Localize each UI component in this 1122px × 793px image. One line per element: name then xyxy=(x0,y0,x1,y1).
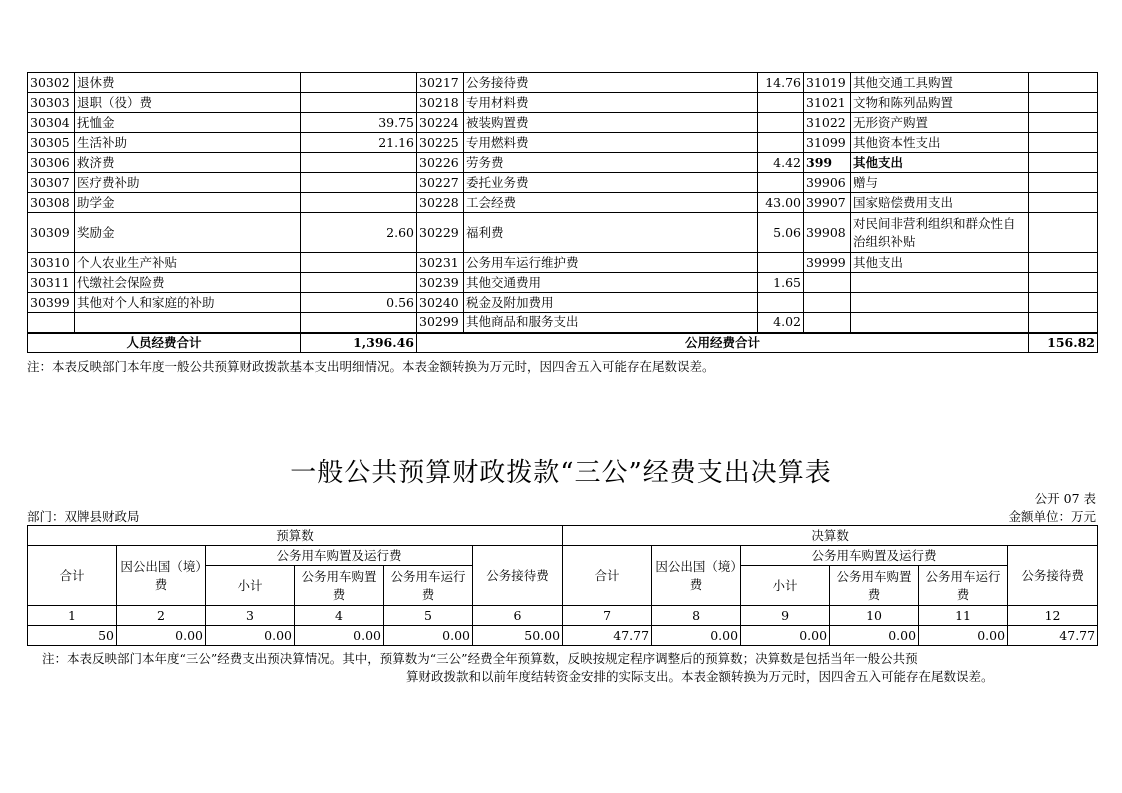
value-cell: 47.77 xyxy=(563,626,652,646)
public-item-cell: 其他交通费用 xyxy=(464,273,758,293)
capital-code-cell xyxy=(804,313,851,333)
capital-amount-cell xyxy=(1029,213,1098,253)
personnel-item-cell: 其他对个人和家庭的补助 xyxy=(75,293,301,313)
personnel-total-label: 人员经费合计 xyxy=(28,333,301,353)
value-cell: 0.00 xyxy=(830,626,919,646)
public-code-cell: 30224 xyxy=(417,113,464,133)
personnel-item-cell: 退职（役）费 xyxy=(75,93,301,113)
personnel-item-cell: 个人农业生产补贴 xyxy=(75,253,301,273)
capital-item-cell: 其他资本性支出 xyxy=(851,133,1029,153)
final-total-header: 合计 xyxy=(563,546,652,606)
public-amount-cell: 4.02 xyxy=(758,313,804,333)
public-total-value: 156.82 xyxy=(1029,333,1098,353)
personnel-amount-cell: 39.75 xyxy=(301,113,417,133)
personnel-total-value: 1,396.46 xyxy=(301,333,417,353)
personnel-code-cell: 30309 xyxy=(28,213,75,253)
personnel-code-cell: 30304 xyxy=(28,113,75,133)
value-row xyxy=(28,626,1098,646)
public-amount-cell xyxy=(758,173,804,193)
public-item-cell: 专用燃料费 xyxy=(464,133,758,153)
capital-code-cell xyxy=(804,293,851,313)
final-purchase-header: 公务用车购置费 xyxy=(830,566,919,606)
final-group-header: 决算数 xyxy=(563,526,1098,546)
column-number-cell: 9 xyxy=(741,606,830,626)
capital-amount-cell xyxy=(1029,253,1098,273)
personnel-code-cell: 30302 xyxy=(28,73,75,93)
public-code-cell: 30229 xyxy=(417,213,464,253)
personnel-item-cell: 生活补助 xyxy=(75,133,301,153)
table-row xyxy=(28,273,1098,293)
value-cell: 50.00 xyxy=(473,626,563,646)
column-number-cell: 5 xyxy=(384,606,473,626)
final-abroad-header: 因公出国（境）费 xyxy=(652,546,741,606)
table2-note-line2: 算财政拨款和以前年度结转资金安排的实际支出。本表金额转换为万元时，因四舍五入可能存在尾数误差。 xyxy=(406,669,994,684)
budget-vehicle-header: 公务用车购置及运行费 xyxy=(206,546,473,566)
public-amount-cell xyxy=(758,133,804,153)
public-code-cell: 30225 xyxy=(417,133,464,153)
budget-subtotal-header: 小计 xyxy=(206,566,295,606)
personnel-code-cell: 30311 xyxy=(28,273,75,293)
personnel-amount-cell: 21.16 xyxy=(301,133,417,153)
capital-code-cell: 39906 xyxy=(804,173,851,193)
public-amount-cell: 43.00 xyxy=(758,193,804,213)
capital-item-cell: 对民间非营利组织和群众性自治组织补贴 xyxy=(851,213,1029,253)
final-operation-header: 公务用车运行费 xyxy=(919,566,1008,606)
personnel-item-cell: 退休费 xyxy=(75,73,301,93)
capital-item-cell: 赠与 xyxy=(851,173,1029,193)
table1-note: 注：本表反映部门本年度一般公共预算财政拨款基本支出明细情况。本表金额转换为万元时，因四舍五入可能存在尾数误差。 xyxy=(27,359,715,374)
public-amount-cell: 4.42 xyxy=(758,153,804,173)
public-code-cell: 30217 xyxy=(417,73,464,93)
public-item-cell: 福利费 xyxy=(464,213,758,253)
unit-label: 金额单位：万元 xyxy=(1008,509,1096,524)
capital-amount-cell xyxy=(1029,173,1098,193)
value-cell: 0.00 xyxy=(206,626,295,646)
public-code-cell: 30228 xyxy=(417,193,464,213)
table-row xyxy=(28,133,1098,153)
capital-item-cell: 其他支出 xyxy=(851,253,1029,273)
public-code-cell: 30240 xyxy=(417,293,464,313)
column-number-cell: 1 xyxy=(28,606,117,626)
public-code-cell: 30218 xyxy=(417,93,464,113)
department-label: 部门：双牌县财政局 xyxy=(27,509,140,524)
table2-note-line1: 注：本表反映部门本年度“三公”经费支出预决算情况。其中，预算数为“三公”经费全年预算数，反映按规定程序调整后的预算数；决算数是包括当年一般公共预 xyxy=(42,651,918,666)
table-row xyxy=(28,253,1098,273)
personnel-item-cell: 救济费 xyxy=(75,153,301,173)
personnel-item-cell: 助学金 xyxy=(75,193,301,213)
budget-purchase-header: 公务用车购置费 xyxy=(295,566,384,606)
capital-amount-cell xyxy=(1029,313,1098,333)
table-row xyxy=(28,93,1098,113)
column-number-cell: 4 xyxy=(295,606,384,626)
capital-code-cell: 39908 xyxy=(804,213,851,253)
capital-item-cell xyxy=(851,293,1029,313)
personnel-amount-cell xyxy=(301,313,417,333)
public-amount-cell xyxy=(758,93,804,113)
public-amount-cell: 1.65 xyxy=(758,273,804,293)
value-cell: 47.77 xyxy=(1008,626,1098,646)
table-row xyxy=(28,73,1098,93)
personnel-amount-cell xyxy=(301,273,417,293)
final-vehicle-header: 公务用车购置及运行费 xyxy=(741,546,1008,566)
column-number-cell: 3 xyxy=(206,606,295,626)
capital-amount-cell xyxy=(1029,113,1098,133)
public-code-cell: 30231 xyxy=(417,253,464,273)
personnel-amount-cell xyxy=(301,193,417,213)
capital-code-cell: 31019 xyxy=(804,73,851,93)
table-row xyxy=(28,293,1098,313)
capital-item-cell: 国家赔偿费用支出 xyxy=(851,193,1029,213)
value-cell: 50 xyxy=(28,626,117,646)
personnel-amount-cell: 2.60 xyxy=(301,213,417,253)
personnel-item-cell xyxy=(75,313,301,333)
column-number-cell: 2 xyxy=(117,606,206,626)
capital-code-cell: 39907 xyxy=(804,193,851,213)
capital-amount-cell xyxy=(1029,193,1098,213)
public-item-cell: 专用材料费 xyxy=(464,93,758,113)
personnel-item-cell: 医疗费补助 xyxy=(75,173,301,193)
budget-reception-header: 公务接待费 xyxy=(473,546,563,606)
page-title: 一般公共预算财政拨款“三公”经费支出决算表 xyxy=(290,458,832,488)
personnel-code-cell: 30308 xyxy=(28,193,75,213)
basic-expenditure-detail-table xyxy=(27,72,1098,353)
budget-group-header: 预算数 xyxy=(28,526,563,546)
value-cell: 0.00 xyxy=(741,626,830,646)
public-item-cell: 委托业务费 xyxy=(464,173,758,193)
capital-item-cell: 其他支出 xyxy=(851,153,1029,173)
public-amount-cell xyxy=(758,253,804,273)
column-number-cell: 10 xyxy=(830,606,919,626)
capital-code-cell: 399 xyxy=(804,153,851,173)
totals-row xyxy=(28,333,1098,353)
table-row xyxy=(28,173,1098,193)
column-number-cell: 12 xyxy=(1008,606,1098,626)
personnel-amount-cell xyxy=(301,93,417,113)
personnel-amount-cell: 0.56 xyxy=(301,293,417,313)
capital-item-cell: 其他交通工具购置 xyxy=(851,73,1029,93)
personnel-item-cell: 抚恤金 xyxy=(75,113,301,133)
budget-operation-header: 公务用车运行费 xyxy=(384,566,473,606)
personnel-code-cell: 30305 xyxy=(28,133,75,153)
capital-amount-cell xyxy=(1029,273,1098,293)
value-cell: 0.00 xyxy=(652,626,741,646)
personnel-amount-cell xyxy=(301,73,417,93)
capital-item-cell xyxy=(851,273,1029,293)
column-number-cell: 7 xyxy=(563,606,652,626)
final-subtotal-header: 小计 xyxy=(741,566,830,606)
personnel-item-cell: 代缴社会保险费 xyxy=(75,273,301,293)
final-reception-header: 公务接待费 xyxy=(1008,546,1098,606)
table-number: 公开 07 表 xyxy=(1034,491,1096,506)
table-row xyxy=(28,313,1098,333)
capital-code-cell xyxy=(804,273,851,293)
public-code-cell: 30299 xyxy=(417,313,464,333)
personnel-code-cell: 30310 xyxy=(28,253,75,273)
public-item-cell: 工会经费 xyxy=(464,193,758,213)
personnel-amount-cell xyxy=(301,153,417,173)
public-item-cell: 被装购置费 xyxy=(464,113,758,133)
column-number-cell: 11 xyxy=(919,606,1008,626)
value-cell: 0.00 xyxy=(919,626,1008,646)
public-item-cell: 税金及附加费用 xyxy=(464,293,758,313)
table-row xyxy=(28,113,1098,133)
column-number-cell: 8 xyxy=(652,606,741,626)
capital-amount-cell xyxy=(1029,153,1098,173)
capital-amount-cell xyxy=(1029,93,1098,113)
budget-abroad-header: 因公出国（境）费 xyxy=(117,546,206,606)
public-total-label: 公用经费合计 xyxy=(417,333,1029,353)
public-item-cell: 公务接待费 xyxy=(464,73,758,93)
public-item-cell: 劳务费 xyxy=(464,153,758,173)
capital-item-cell: 无形资产购置 xyxy=(851,113,1029,133)
budget-total-header: 合计 xyxy=(28,546,117,606)
column-number-row xyxy=(28,606,1098,626)
public-amount-cell xyxy=(758,293,804,313)
public-code-cell: 30226 xyxy=(417,153,464,173)
personnel-code-cell xyxy=(28,313,75,333)
value-cell: 0.00 xyxy=(295,626,384,646)
public-amount-cell: 5.06 xyxy=(758,213,804,253)
capital-code-cell: 31021 xyxy=(804,93,851,113)
personnel-amount-cell xyxy=(301,253,417,273)
capital-amount-cell xyxy=(1029,73,1098,93)
personnel-item-cell: 奖励金 xyxy=(75,213,301,253)
capital-code-cell: 31022 xyxy=(804,113,851,133)
capital-item-cell xyxy=(851,313,1029,333)
value-cell: 0.00 xyxy=(117,626,206,646)
capital-item-cell: 文物和陈列品购置 xyxy=(851,93,1029,113)
public-amount-cell xyxy=(758,113,804,133)
capital-amount-cell xyxy=(1029,293,1098,313)
personnel-code-cell: 30307 xyxy=(28,173,75,193)
public-item-cell: 其他商品和服务支出 xyxy=(464,313,758,333)
table-row xyxy=(28,213,1098,253)
public-item-cell: 公务用车运行维护费 xyxy=(464,253,758,273)
public-code-cell: 30239 xyxy=(417,273,464,293)
capital-code-cell: 39999 xyxy=(804,253,851,273)
public-code-cell: 30227 xyxy=(417,173,464,193)
three-public-expenses-table xyxy=(27,525,1098,646)
personnel-code-cell: 30399 xyxy=(28,293,75,313)
personnel-code-cell: 30303 xyxy=(28,93,75,113)
value-cell: 0.00 xyxy=(384,626,473,646)
public-amount-cell: 14.76 xyxy=(758,73,804,93)
personnel-code-cell: 30306 xyxy=(28,153,75,173)
capital-amount-cell xyxy=(1029,133,1098,153)
column-number-cell: 6 xyxy=(473,606,563,626)
table-row xyxy=(28,153,1098,173)
personnel-amount-cell xyxy=(301,173,417,193)
capital-code-cell: 31099 xyxy=(804,133,851,153)
table-row xyxy=(28,193,1098,213)
